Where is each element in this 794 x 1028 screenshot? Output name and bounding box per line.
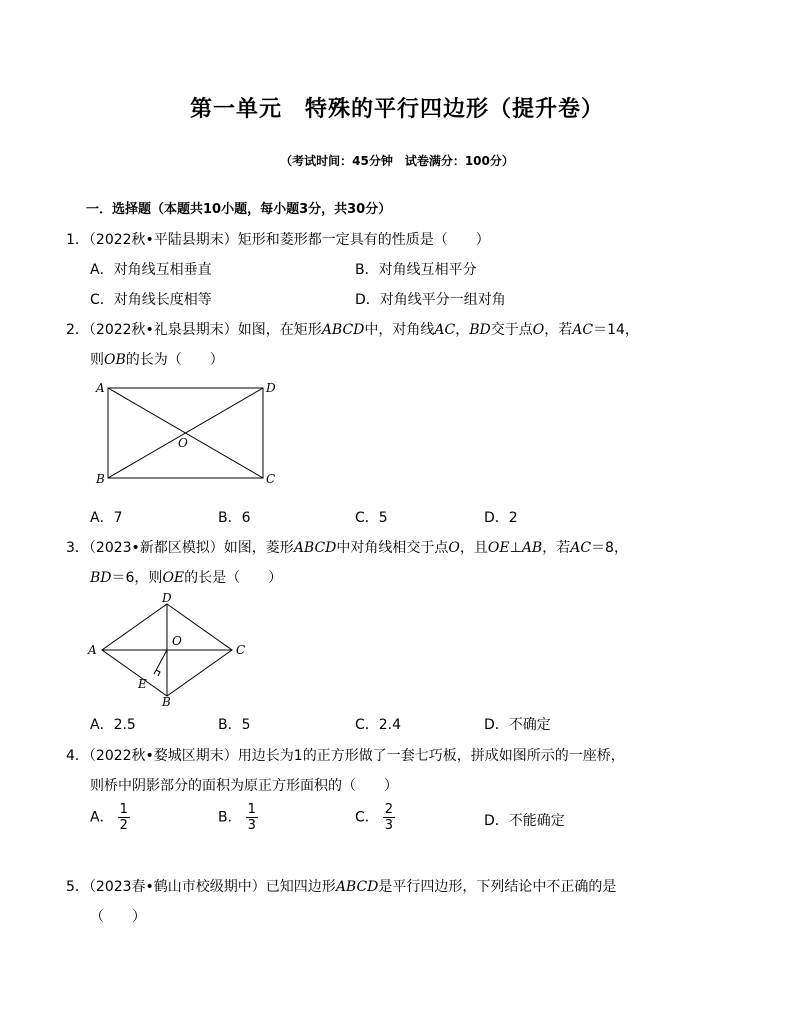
stem-text: ，若 <box>544 322 573 338</box>
option-d: D．对角线平分一组对角 <box>355 292 506 308</box>
option-d: D．2 <box>484 510 518 526</box>
question-3-line-2 <box>90 567 282 587</box>
option-a: A．7 <box>90 510 123 526</box>
stem-math: ABCD <box>293 540 337 556</box>
question-4 <box>66 745 625 765</box>
denominator: 3 <box>247 818 256 833</box>
option-label: C． <box>355 809 379 826</box>
stem-text: （2022秋•礼泉县期末）如图，在矩形 <box>88 322 322 338</box>
stem-text: ⊥ <box>509 540 522 556</box>
stem-text: ＝6，则 <box>111 570 163 586</box>
vertex-label: B <box>162 695 171 708</box>
stem-math: BD <box>469 322 491 338</box>
numerator: 1 <box>247 802 256 817</box>
stem-math: ABCD <box>335 879 379 895</box>
stem-text: 的长是（ ） <box>184 570 283 586</box>
numerator: 1 <box>119 802 128 817</box>
stem-text: 交于点 <box>490 322 533 338</box>
question-5 <box>66 876 616 896</box>
fraction <box>383 802 395 833</box>
vertex-label: C <box>266 472 276 486</box>
option-a <box>90 802 130 833</box>
question-number: 4． <box>66 748 89 764</box>
denominator: 2 <box>119 818 128 833</box>
stem-text: 是平行四边形，下列结论中不正确的是 <box>378 879 617 895</box>
stem-text: （2023春•鹤山市校级期中）已知四边形 <box>88 879 336 895</box>
stem-text: ＝14， <box>593 322 639 338</box>
question-4-line-2: 则桥中阴影部分的面积为原正方形面积的（ ） <box>90 778 398 794</box>
stem-math: OB <box>104 352 126 368</box>
question-3 <box>66 537 628 557</box>
question-number: 5． <box>66 879 89 895</box>
option-b: B．对角线互相平分 <box>355 262 477 278</box>
stem-math: BD <box>90 570 112 586</box>
stem-text: 中对角线相交于点 <box>336 540 449 556</box>
stem-text: 的长为（ ） <box>125 352 224 368</box>
option-c: C．对角线长度相等 <box>90 292 212 308</box>
stem-text: 则 <box>90 352 104 368</box>
rectangle-figure <box>90 378 280 488</box>
option-c: C．2.4 <box>355 717 402 733</box>
option-c <box>355 802 395 833</box>
stem-text: （2023•新都区模拟）如图，菱形 <box>88 540 294 556</box>
question-stem: （2022秋•平陆县期末）矩形和菱形都一定具有的性质是（ ） <box>88 232 490 248</box>
option-d: D．不能确定 <box>484 813 565 829</box>
stem-math: AB <box>521 540 543 556</box>
denominator: 3 <box>384 818 394 833</box>
question-number: 3． <box>66 540 89 556</box>
question-number: 1． <box>66 232 89 248</box>
option-label: A． <box>90 809 114 826</box>
stem-math: O <box>448 540 460 556</box>
vertex-label: D <box>162 591 172 605</box>
option-b: B．6 <box>218 510 251 526</box>
vertex-label: O <box>178 436 188 450</box>
right-angle-mark <box>156 670 160 676</box>
question-number: 2． <box>66 322 89 338</box>
question-5-line-2: （ ） <box>90 909 146 925</box>
stem-math: AC <box>572 322 594 338</box>
stem-math: AC <box>434 322 456 338</box>
question-2 <box>66 319 639 339</box>
option-d: D．不确定 <box>484 717 551 733</box>
stem-math: AC <box>570 540 592 556</box>
vertex-label: B <box>96 472 105 486</box>
stem-text: ，若 <box>542 540 571 556</box>
question-stem: （2022秋•婺城区期末）用边长为1的正方形做了一套七巧板，拼成如图所示的一座桥， <box>88 748 625 764</box>
vertex-label: E <box>138 677 147 691</box>
vertex-label: D <box>266 381 276 395</box>
rhombus-figure <box>84 590 254 708</box>
stem-text: ， <box>455 322 470 338</box>
fraction <box>246 802 258 833</box>
option-a: A．对角线互相垂直 <box>90 262 212 278</box>
stem-text: 中，对角线 <box>364 322 435 338</box>
option-b: B．5 <box>218 717 251 733</box>
vertex-label: A <box>96 381 105 395</box>
numerator: 2 <box>384 802 394 817</box>
stem-text: ，且 <box>459 540 488 556</box>
question-1 <box>66 229 490 249</box>
option-a: A．2.5 <box>90 717 136 733</box>
option-label: B． <box>218 809 242 826</box>
stem-math: ABCD <box>321 322 365 338</box>
section-heading: 一．选择题（本题共10小题，每小题3分，共30分） <box>86 202 392 217</box>
vertex-label: C <box>236 643 246 657</box>
vertex-label: O <box>172 634 182 648</box>
option-c: C．5 <box>355 510 388 526</box>
exam-info: （考试时间：45分钟 试卷满分：100分） <box>280 154 514 168</box>
stem-math: O <box>532 322 545 338</box>
stem-text: ＝8， <box>591 540 628 556</box>
stem-math: OE <box>162 570 185 586</box>
fraction <box>118 802 130 833</box>
stem-math: OE <box>487 540 510 556</box>
option-b <box>218 802 258 833</box>
page-title: 第一单元 特殊的平行四边形（提升卷） <box>189 97 604 122</box>
question-2-line-2 <box>90 349 224 369</box>
vertex-label: A <box>88 643 97 657</box>
